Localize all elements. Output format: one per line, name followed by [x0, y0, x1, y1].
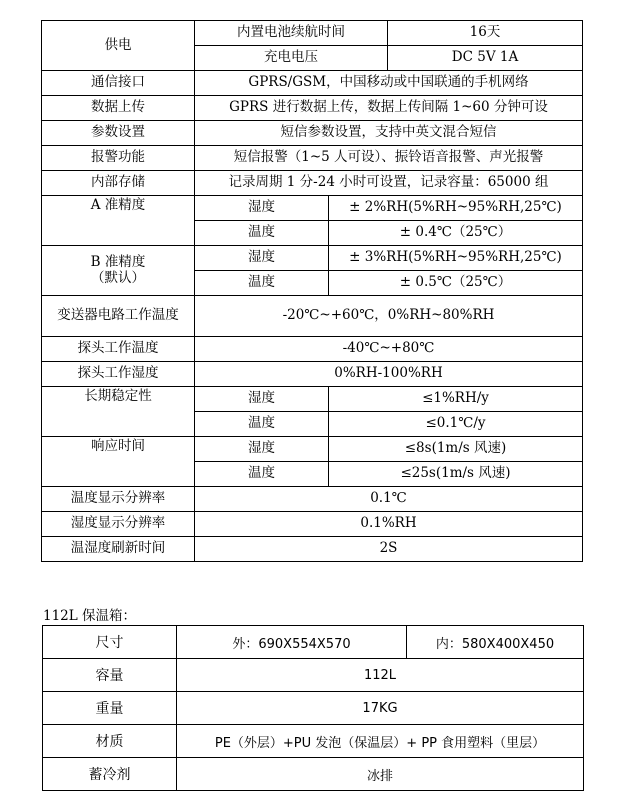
table-row — [42, 296, 583, 337]
sub-label: 温度 — [195, 412, 329, 437]
accuracy-b-label-line2: （默认） — [91, 269, 145, 286]
battery-value: 16天 — [388, 21, 583, 46]
size-inner: 内：580X400X450 — [407, 626, 584, 659]
row-value: 112L — [177, 659, 584, 692]
table-row — [42, 437, 583, 462]
row-value: 0.1%RH — [195, 512, 583, 537]
table-row — [42, 171, 583, 196]
row-value: -40℃~+80℃ — [195, 337, 583, 362]
row-label: 探头工作湿度 — [42, 362, 195, 387]
row-value: 2S — [195, 537, 583, 562]
row-value: 短信报警（1~5 人可设）、振铃语音报警、声光报警 — [195, 146, 583, 171]
response-label: 响应时间 — [42, 437, 195, 487]
row-value: 记录周期 1 分-24 小时可设置，记录容量：65000 组 — [195, 171, 583, 196]
accuracy-a-label: A 准精度 — [42, 196, 195, 246]
table-row — [42, 196, 583, 221]
table-row — [42, 387, 583, 412]
row-label: 通信接口 — [42, 71, 195, 96]
accuracy-b-label-line1: B 准精度 — [90, 253, 146, 270]
table-row — [42, 246, 583, 271]
stability-label: 长期稳定性 — [42, 387, 195, 437]
row-value: 短信参数设置，支持中英文混合短信 — [195, 121, 583, 146]
sub-value: ± 0.5℃（25℃） — [329, 271, 583, 296]
row-value: GPRS/GSM，中国移动或中国联通的手机网络 — [195, 71, 583, 96]
row-label: 参数设置 — [42, 121, 195, 146]
sub-value: ± 3%RH(5%RH~95%RH,25℃) — [329, 246, 583, 271]
sub-label: 温度 — [195, 462, 329, 487]
sub-value: ± 2%RH(5%RH~95%RH,25℃) — [329, 196, 583, 221]
row-value: 0%RH-100%RH — [195, 362, 583, 387]
sub-value: ± 0.4℃（25℃） — [329, 221, 583, 246]
box-table — [42, 625, 584, 791]
sub-label: 湿度 — [195, 196, 329, 221]
table-row — [42, 96, 583, 121]
row-label: 数据上传 — [42, 96, 195, 121]
row-label: 容量 — [43, 659, 177, 692]
spec-table — [41, 20, 583, 562]
row-value: PE（外层）+PU 发泡（保温层）+ PP 食用塑料（里层） — [177, 725, 584, 758]
table-row — [43, 692, 584, 725]
row-value: 0.1℃ — [195, 487, 583, 512]
row-label: 重量 — [43, 692, 177, 725]
table-row — [42, 537, 583, 562]
row-value: 17KG — [177, 692, 584, 725]
table-row — [43, 758, 584, 791]
sub-label: 温度 — [195, 221, 329, 246]
table-row — [43, 659, 584, 692]
size-label: 尺寸 — [43, 626, 177, 659]
row-label: 温度显示分辨率 — [42, 487, 195, 512]
sub-label: 湿度 — [195, 437, 329, 462]
box-title: 112L 保温箱： — [43, 608, 137, 624]
table-row — [43, 626, 584, 659]
row-value: 冰排 — [177, 758, 584, 791]
row-label: 内部存储 — [42, 171, 195, 196]
row-label: 蓄冷剂 — [43, 758, 177, 791]
table-row — [42, 337, 583, 362]
row-label: 报警功能 — [42, 146, 195, 171]
table-row — [42, 121, 583, 146]
power-label: 供电 — [42, 21, 195, 71]
table-row — [42, 362, 583, 387]
row-label: 探头工作温度 — [42, 337, 195, 362]
charge-label: 充电电压 — [195, 46, 388, 71]
sub-label: 湿度 — [195, 387, 329, 412]
sub-value: ≤25s(1m/s 风速) — [329, 462, 583, 487]
row-label: 湿度显示分辨率 — [42, 512, 195, 537]
table-row — [42, 71, 583, 96]
sub-label: 湿度 — [195, 246, 329, 271]
charge-value: DC 5V 1A — [388, 46, 583, 71]
table-row — [43, 725, 584, 758]
table-row — [42, 21, 583, 46]
battery-label: 内置电池续航时间 — [195, 21, 388, 46]
sub-value: ≤0.1℃/y — [329, 412, 583, 437]
size-outer: 外：690X554X570 — [177, 626, 407, 659]
sub-label: 温度 — [195, 271, 329, 296]
row-value: GPRS 进行数据上传，数据上传间隔 1~60 分钟可设 — [195, 96, 583, 121]
table-row — [42, 512, 583, 537]
row-label: 材质 — [43, 725, 177, 758]
sub-value: ≤1%RH/y — [329, 387, 583, 412]
row-label: 变送器电路工作温度 — [42, 296, 195, 337]
accuracy-b-label — [42, 246, 195, 296]
row-label: 温湿度刷新时间 — [42, 537, 195, 562]
table-row — [42, 146, 583, 171]
sub-value: ≤8s(1m/s 风速) — [329, 437, 583, 462]
table-row — [42, 487, 583, 512]
row-value: -20℃~+60℃，0%RH~80%RH — [195, 296, 583, 337]
